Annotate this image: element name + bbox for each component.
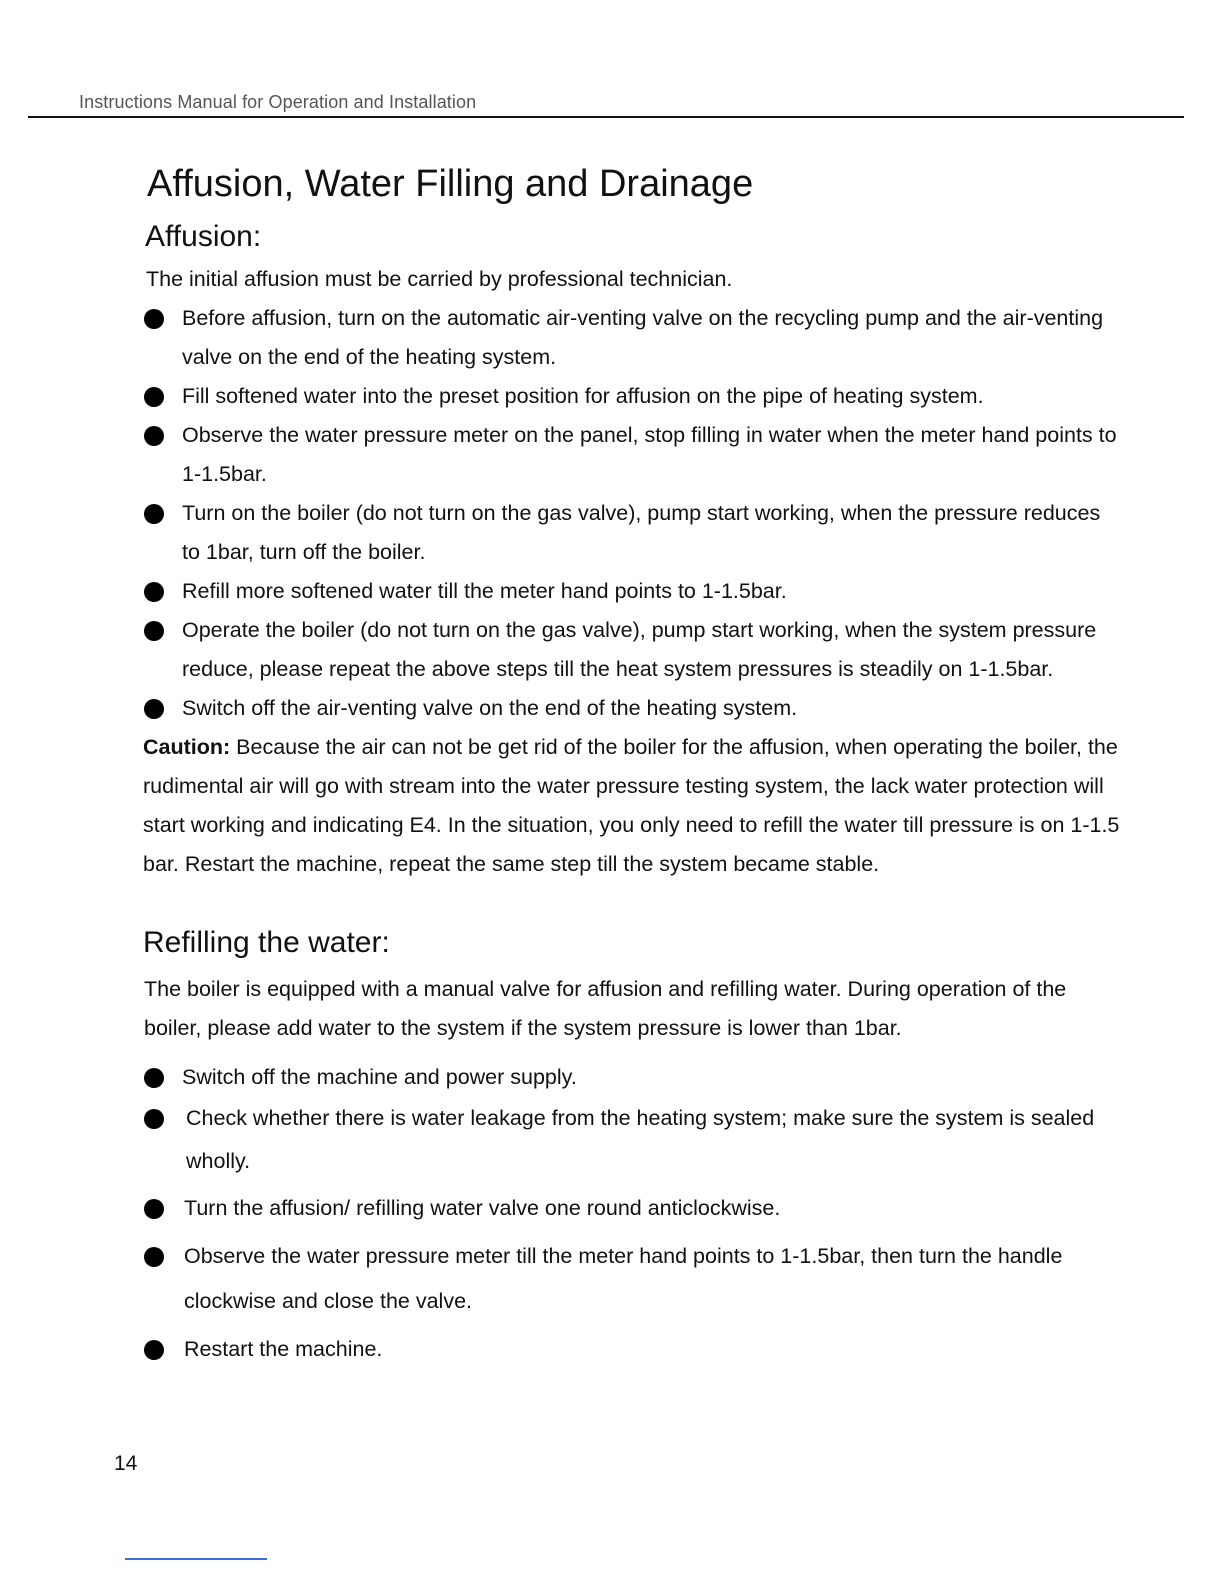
list-item <box>143 1058 1123 1097</box>
list-item <box>143 494 1123 572</box>
bullet-icon <box>144 699 164 719</box>
list-item-text: Observe the water pressure meter on the panel, stop filling in water when the meter hand points to 1-1.5bar. <box>182 423 1117 486</box>
bullet-icon <box>144 1340 164 1360</box>
affusion-steps-list <box>143 299 1123 728</box>
list-item-text: Operate the boiler (do not turn on the gas valve), pump start working, when the system pressure reduce, please repeat the above steps till the heat system pressures is steadily on 1-1.5bar. <box>182 618 1097 681</box>
page-content <box>143 158 1123 1372</box>
list-item-text: Check whether there is water leakage from the heating system; make sure the system is sealed wholly. <box>186 1106 1095 1173</box>
bullet-icon <box>144 621 164 641</box>
list-item-text: Turn the affusion/ refilling water valve one round anticlockwise. <box>184 1196 781 1220</box>
caution-label: Caution: <box>143 735 231 759</box>
running-header: Instructions Manual for Operation and Installation <box>79 92 477 112</box>
list-item-text: Before affusion, turn on the automatic air-venting valve on the recycling pump and the air-venting valve on the end of the heating system. <box>182 306 1104 369</box>
bullet-icon <box>144 1068 164 1088</box>
affusion-intro: The initial affusion must be carried by professional technician. <box>146 267 733 291</box>
list-item-text: Fill softened water into the preset position for affusion on the pipe of heating system. <box>182 384 984 408</box>
refilling-intro: The boiler is equipped with a manual valve for affusion and refilling water. During operation of the boiler, please add water to the system if the system pressure is lower than 1bar. <box>144 977 1067 1040</box>
section-heading-affusion: Affusion: <box>145 220 262 253</box>
bullet-icon <box>144 1247 164 1267</box>
section-heading-refilling: Refilling the water: <box>143 926 390 959</box>
list-item <box>143 1234 1123 1324</box>
header-divider <box>28 116 1184 118</box>
bullet-icon <box>144 582 164 602</box>
list-item-text: Refill more softened water till the meter hand points to 1-1.5bar. <box>182 579 787 603</box>
caution-text: Because the air can not be get rid of the boiler for the affusion, when operating the boiler, the rudimental air will go with stream into the water pressure testing system, the lack water protection will start working and indicating E4. In the situation, you only need to refill the water till pressure is on 1-1.5 bar. Restart the machine, repeat the same step till the system became stable. <box>143 735 1120 876</box>
bullet-icon <box>144 387 164 407</box>
list-item-text: Switch off the air-venting valve on the end of the heating system. <box>182 696 798 720</box>
list-item <box>143 689 1123 728</box>
bullet-icon <box>144 309 164 329</box>
list-item-text: Restart the machine. <box>184 1337 383 1361</box>
bullet-icon <box>144 1199 164 1219</box>
list-item <box>143 572 1123 611</box>
list-item <box>143 611 1123 689</box>
list-item <box>143 1186 1123 1231</box>
page-title: Affusion, Water Filling and Drainage <box>147 163 754 205</box>
list-item <box>143 299 1123 377</box>
refilling-steps-list <box>143 1058 1123 1372</box>
bullet-icon <box>144 426 164 446</box>
list-item <box>143 416 1123 494</box>
list-item <box>143 1327 1123 1372</box>
bullet-icon <box>144 1109 164 1129</box>
list-item-text: Observe the water pressure meter till the meter hand points to 1-1.5bar, then turn the handle clockwise and close the valve. <box>184 1244 1063 1313</box>
list-item-text: Turn on the boiler (do not turn on the gas valve), pump start working, when the pressure reduces to 1bar, turn off the boiler. <box>182 501 1101 564</box>
list-item <box>143 1097 1123 1183</box>
bullet-icon <box>144 504 164 524</box>
list-item <box>143 377 1123 416</box>
caution-note <box>143 728 1123 884</box>
list-item-text: Switch off the machine and power supply. <box>182 1065 577 1089</box>
footer-link-underline <box>125 1558 267 1560</box>
page-number: 14 <box>114 1452 138 1475</box>
